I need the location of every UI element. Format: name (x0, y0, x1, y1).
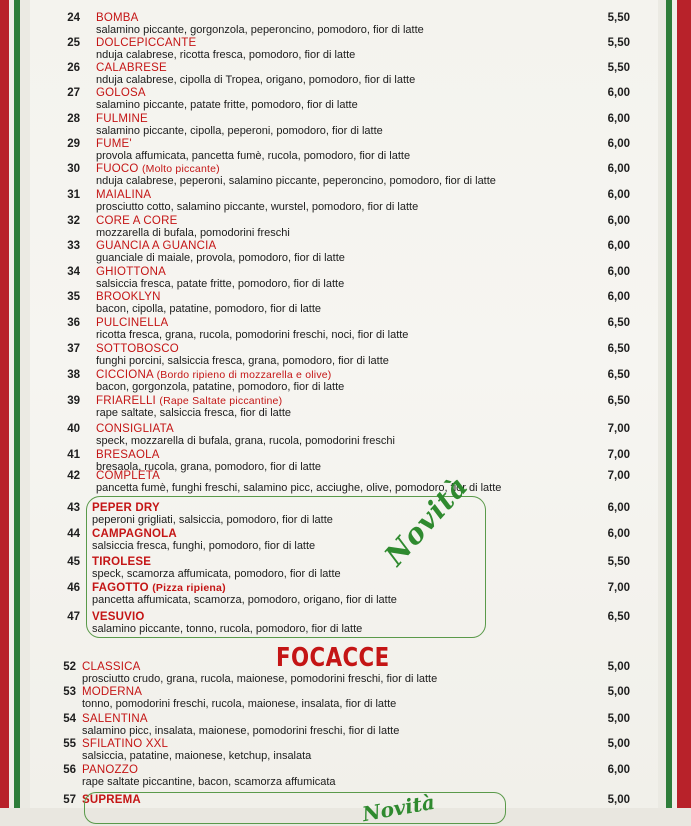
item-name-text: BRESAOLA (96, 449, 160, 461)
item-name-text: GHIOTTONA (96, 266, 166, 278)
item-number: 31 (67, 189, 80, 201)
item-number: 55 (63, 738, 76, 750)
item-name-text: CICCIONA (96, 369, 154, 381)
item-description: prosciutto cotto, salamino piccante, wurstel, pomodoro, fior di latte (96, 201, 419, 213)
item-price: 6,50 (607, 395, 630, 407)
item-price: 5,50 (607, 62, 630, 74)
item-name-text: PULCINELLA (96, 317, 169, 329)
item-name (82, 713, 148, 725)
frame-stripe-red-right (677, 0, 691, 808)
item-number: 32 (67, 215, 80, 227)
item-number: 29 (67, 138, 80, 150)
item-name (96, 266, 166, 278)
item-name-text: MAIALINA (96, 189, 152, 201)
item-note: (Bordo ripieno di mozzarella e olive) (156, 369, 332, 381)
item-price: 6,50 (607, 369, 630, 381)
item-description: nduja calabrese, cipolla di Tropea, origano, pomodoro, fior di latte (96, 74, 416, 86)
focacce-title: FOCACCE (276, 643, 390, 673)
item-description: salamino piccante, cipolla, peperoni, pomodoro, fior di latte (96, 125, 383, 137)
item-number: 40 (67, 423, 80, 435)
item-name (96, 470, 160, 482)
item-name (82, 738, 168, 750)
item-name (96, 317, 168, 329)
item-name (92, 611, 145, 623)
item-price: 6,00 (607, 528, 630, 540)
item-name-text: TIROLESE (92, 556, 152, 568)
item-number: 30 (67, 163, 80, 175)
item-price: 6,00 (607, 138, 630, 150)
item-description: nduja calabrese, ricotta fresca, pomodoro, fior di latte (96, 49, 356, 61)
item-number: 43 (67, 502, 80, 514)
item-price: 6,00 (607, 113, 630, 125)
item-price: 5,50 (607, 556, 630, 568)
item-description: speck, scamorza affumicata, pomodoro, fior di latte (92, 568, 341, 580)
frame-stripe-gap-right (658, 0, 666, 808)
item-name-text: CONSIGLIATA (96, 423, 174, 435)
item-name-text: MODERNA (82, 686, 143, 698)
item-number: 35 (67, 291, 80, 303)
item-price: 5,00 (607, 661, 630, 673)
item-price: 6,00 (607, 764, 630, 776)
item-name (96, 62, 167, 74)
frame-stripe-gap-left (20, 0, 30, 808)
item-number: 27 (67, 87, 80, 99)
item-name-text: FUOCO (96, 163, 139, 175)
item-name-text: GOLOSA (96, 87, 146, 99)
item-name-text: COMPLETA (96, 470, 161, 482)
item-note: (Molto piccante) (141, 163, 220, 175)
item-name (92, 556, 151, 568)
item-name (96, 343, 179, 355)
item-price: 6,00 (607, 189, 630, 201)
item-description: mozzarella di bufala, pomodorini freschi (96, 227, 290, 239)
item-number: 39 (67, 395, 80, 407)
item-price: 5,00 (607, 713, 630, 725)
item-description: bresaola, rucola, grana, pomodoro, fior di latte (96, 461, 322, 473)
item-name (96, 12, 139, 24)
item-name (96, 189, 151, 201)
item-price: 6,50 (607, 317, 630, 329)
item-name (82, 686, 142, 698)
item-number: 53 (63, 686, 76, 698)
item-name-text: SALENTINA (82, 713, 148, 725)
item-description: salamino picc, insalata, maionese, pomodorini freschi, fior di latte (82, 725, 400, 737)
item-name (96, 240, 216, 252)
item-name-text: VESUVIO (92, 611, 145, 623)
item-description: bacon, cipolla, patatine, pomodoro, fior di latte (96, 303, 322, 315)
item-price: 6,00 (607, 266, 630, 278)
item-description: bacon, gorgonzola, patatine, pomodoro, fior di latte (96, 381, 345, 393)
item-number: 33 (67, 240, 80, 252)
novita-label-focacce: Novità (360, 789, 437, 826)
item-description: salsiccia fresca, funghi, pomodoro, fior di latte (92, 540, 316, 552)
item-number: 47 (67, 611, 80, 623)
item-name-text: CORE A CORE (96, 215, 178, 227)
item-number: 46 (67, 582, 80, 594)
item-description: funghi porcini, salsiccia fresca, grana, pomodoro, fior di latte (96, 355, 389, 367)
item-description: ricotta fresca, grana, rucola, pomodorini freschi, noci, fior di latte (96, 329, 409, 341)
item-description: salsiccia fresca, patate fritte, pomodoro, fior di latte (96, 278, 345, 290)
item-name (96, 291, 161, 303)
item-number: 34 (67, 266, 80, 278)
item-number: 54 (63, 713, 76, 725)
item-price: 5,00 (607, 686, 630, 698)
item-name-text: DOLCEPICCANTE (96, 37, 197, 49)
item-name-text: FRIARELLI (96, 395, 156, 407)
item-number: 45 (67, 556, 80, 568)
item-price: 5,50 (607, 37, 630, 49)
item-name-text: FUME' (96, 138, 132, 150)
item-description: peperoni grigliati, salsiccia, pomodoro, fior di latte (92, 514, 333, 526)
item-description: rape saltate, salsiccia fresca, fior di latte (96, 407, 292, 419)
item-description: salamino piccante, patate fritte, pomodoro, fior di latte (96, 99, 358, 111)
item-name (96, 37, 196, 49)
item-description: prosciutto crudo, grana, rucola, maionese, pomodorini freschi, fior di latte (82, 673, 438, 685)
item-name-text: FAGOTTO (92, 582, 149, 594)
item-name-text: CLASSICA (82, 661, 141, 673)
item-price: 6,00 (607, 291, 630, 303)
item-number: 37 (67, 343, 80, 355)
item-name-text: GUANCIA A GUANCIA (96, 240, 217, 252)
item-number: 38 (67, 369, 80, 381)
item-price: 7,00 (607, 582, 630, 594)
item-name-text: BOMBA (96, 12, 139, 24)
item-number: 36 (67, 317, 80, 329)
item-price: 5,00 (607, 794, 630, 806)
item-name-text: PANOZZO (82, 764, 139, 776)
item-description: salamino piccante, gorgonzola, peperoncino, pomodoro, fior di latte (96, 24, 424, 36)
item-name (92, 582, 226, 594)
item-name-text: SFILATINO XXL (82, 738, 169, 750)
item-price: 6,00 (607, 163, 630, 175)
item-number: 28 (67, 113, 80, 125)
item-name (92, 528, 177, 540)
item-name (96, 163, 220, 175)
item-price: 6,00 (607, 240, 630, 252)
item-name-text: PEPER DRY (92, 502, 160, 514)
item-number: 56 (63, 764, 76, 776)
item-number: 24 (67, 12, 80, 24)
item-price: 6,50 (607, 343, 630, 355)
item-note: (Pizza ripiena) (152, 582, 226, 594)
item-price: 7,00 (607, 423, 630, 435)
item-name (96, 215, 177, 227)
item-number: 57 (63, 794, 76, 806)
item-price: 6,50 (607, 611, 630, 623)
item-name (96, 369, 332, 381)
frame-stripe-red-left (0, 0, 9, 808)
item-name (92, 502, 160, 514)
item-name-text: SOTTOBOSCO (96, 343, 179, 355)
item-name-text: FULMINE (96, 113, 148, 125)
item-description: salsiccia, patatine, maionese, ketchup, insalata (82, 750, 312, 762)
item-number: 41 (67, 449, 80, 461)
item-description: provola affumicata, pancetta fumè, rucola, pomodoro, fior di latte (96, 150, 411, 162)
novita-label: Novità (378, 469, 475, 573)
item-name (96, 449, 160, 461)
item-number: 44 (67, 528, 80, 540)
item-price: 7,00 (607, 449, 630, 461)
item-name-text: BROOKLYN (96, 291, 161, 303)
item-description: pancetta fumè, funghi freschi, salamino picc, acciughe, olive, pomodoro, fior di latte (96, 482, 502, 494)
novita-box-focacce (84, 789, 506, 826)
item-description: rape saltate piccantine, bacon, scamorza affumicata (82, 776, 336, 788)
item-description: pancetta affumicata, scamorza, pomodoro, origano, fior di latte (92, 594, 397, 606)
item-price: 6,00 (607, 502, 630, 514)
item-name (82, 764, 138, 776)
item-number: 26 (67, 62, 80, 74)
item-description: guanciale di maiale, provola, pomodoro, fior di latte (96, 252, 345, 264)
item-price: 5,00 (607, 738, 630, 750)
item-price: 7,00 (607, 470, 630, 482)
item-description: tonno, pomodorini freschi, rucola, maionese, insalata, fior di latte (82, 698, 397, 710)
item-price: 5,50 (607, 12, 630, 24)
item-name-text: CAMPAGNOLA (92, 528, 177, 540)
item-name (96, 113, 148, 125)
item-price: 6,00 (607, 215, 630, 227)
item-description: nduja calabrese, peperoni, salamino piccante, peperoncino, pomodoro, fior di latte (96, 175, 496, 187)
item-description: speck, mozzarella di bufala, grana, rucola, pomodorini freschi (96, 435, 395, 447)
item-name (96, 423, 174, 435)
item-note: (Rape Saltate piccantine) (159, 395, 283, 407)
item-number: 52 (63, 661, 76, 673)
item-name (96, 138, 132, 150)
item-number: 42 (67, 470, 80, 482)
item-name (82, 661, 140, 673)
item-description: salamino piccante, tonno, rucola, pomodoro, fior di latte (92, 623, 363, 635)
item-name-text: CALABRESE (96, 62, 167, 74)
item-price: 6,00 (607, 87, 630, 99)
item-number: 25 (67, 37, 80, 49)
item-name (96, 395, 282, 407)
item-name (96, 87, 146, 99)
item-name-text: SUPREMA (82, 794, 141, 806)
